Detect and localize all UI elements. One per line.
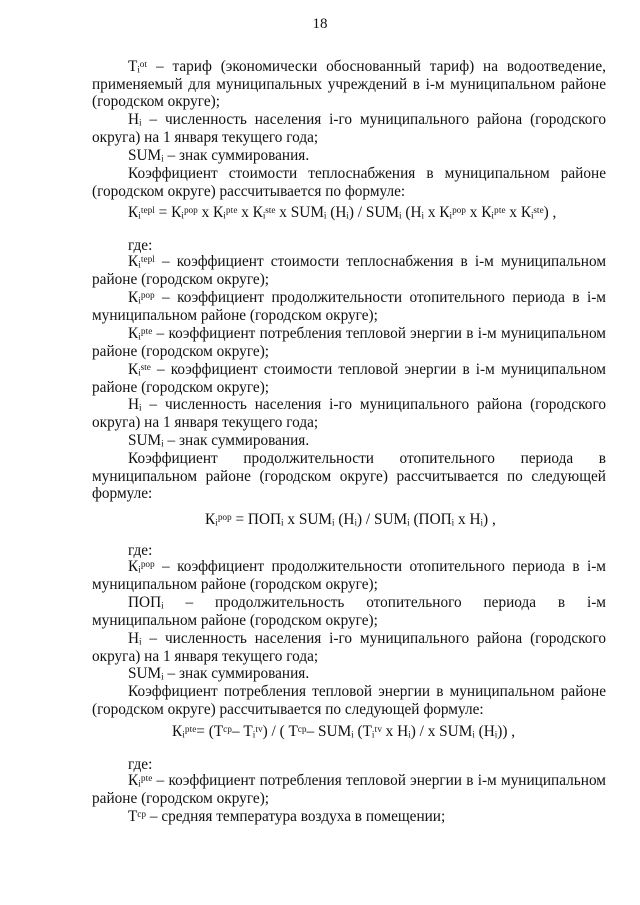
symbol: SUMᵢ: [128, 147, 164, 164]
definition-population: [92, 630, 606, 665]
definition-text: – знак суммирования.: [163, 665, 310, 682]
definition-k-pte: [92, 772, 606, 807]
where-text: где:: [128, 237, 153, 254]
symbol: Тᵢᵒᵗ: [128, 58, 148, 75]
symbol: Нᵢ: [128, 111, 142, 128]
definition-k-ste: [92, 361, 606, 396]
symbol: Нᵢ: [128, 630, 142, 647]
definition-t-sr: [92, 808, 606, 826]
definition-k-pop: [92, 289, 606, 324]
symbol: Нᵢ: [128, 396, 142, 413]
definition-population: [92, 111, 606, 146]
paragraph-text: Коэффициент стоимости теплоснабжения в муниципальном районе (городском округе) рассчитывается по формуле:: [92, 165, 606, 200]
definition-text: – коэффициент продолжительности отопительного периода в i-м муниципальном районе (городском округе);: [92, 289, 606, 324]
where-text: где:: [128, 756, 153, 773]
intro-heating-cost: [92, 165, 606, 200]
definition-text: – средняя температура воздуха в помещении;: [146, 808, 446, 825]
definition-text: – продолжительность отопительного периода в i-м муниципальном районе (городском округе);: [92, 594, 606, 629]
definition-k-pop: [92, 558, 606, 593]
where-text: где:: [128, 542, 153, 559]
definition-text: – численность населения i-го муниципального района (городского округа) на 1 января текущего года;: [92, 396, 606, 431]
definition-text: – знак суммирования.: [163, 147, 310, 164]
definition-text: – знак суммирования.: [163, 432, 310, 449]
symbol: Кᵢᵗᵉᵖˡ: [128, 253, 155, 270]
definition-sum: [92, 432, 606, 450]
definition-text: – коэффициент стоимости тепловой энергии в i-м муниципальном районе (городском округе);: [92, 361, 606, 396]
intro-heat-consumption: [92, 683, 606, 718]
paragraph-text: Коэффициент потребления тепловой энергии в муниципальном районе (городском округе) рассчитывается по следующей формуле:: [92, 683, 606, 718]
formula-heating-cost: Кᵢᵗᵉᵖˡ = Кᵢᵖᵒᵖ х Кᵢᵖᵗᵉ х Кᵢˢᵗᵉ х SUMᵢ (Нᵢ) / SUMᵢ (Нᵢ х Кᵢᵖᵒᵖ х Кᵢᵖᵗᵉ х Кᵢˢᵗᵉ) ,: [128, 204, 557, 221]
symbol: Кᵢᵖᵒᵖ: [128, 289, 155, 306]
symbol: ПОПᵢ: [128, 594, 164, 611]
definition-sum: [92, 665, 606, 683]
formula-heat-consumption: Кᵢᵖᵗᵉ= (Тᶜᵖ– Тᵢᵗᵛ) / ( Тᶜᵖ– SUMᵢ (Тᵢᵗᵛ х Нᵢ) / х SUMᵢ (Нᵢ)) ,: [172, 723, 516, 740]
definition-text: – коэффициент потребления тепловой энергии в i-м муниципальном районе (городском округе);: [92, 772, 606, 807]
symbol: Кᵢᵖᵗᵉ: [128, 772, 153, 789]
symbol: Тᶜᵖ: [128, 808, 147, 825]
symbol: Кᵢᵖᵗᵉ: [128, 325, 153, 342]
page-number: 18: [312, 16, 328, 32]
symbol: Кᵢˢᵗᵉ: [128, 361, 151, 378]
symbol: Кᵢᵖᵒᵖ: [128, 558, 155, 575]
definition-text: – коэффициент продолжительности отопительного периода в i-м муниципальном районе (городском округе);: [92, 558, 606, 593]
symbol: SUMᵢ: [128, 665, 164, 682]
definition-sum: [92, 147, 606, 165]
definition-tariff: [92, 58, 606, 111]
definition-text: – коэффициент стоимости теплоснабжения в i-м муниципальном районе (городском округе);: [92, 253, 606, 288]
definition-pop: [92, 594, 606, 629]
symbol: SUMᵢ: [128, 432, 164, 449]
definition-k-tepl: [92, 253, 606, 288]
definition-k-pte: [92, 325, 606, 360]
intro-heating-period: [92, 450, 606, 503]
definition-text: – тариф (экономически обоснованный тариф) на водоотведение, применяемый для муниципальных учреждений в i-м муниципальном районе (городском округе);: [92, 58, 606, 111]
definition-text: – коэффициент потребления тепловой энергии в i-м муниципальном районе (городском округе);: [92, 325, 606, 360]
formula-heating-period: Кᵢᵖᵒᵖ = ПОПᵢ х SUMᵢ (Нᵢ) / SUMᵢ (ПОПᵢ х Нᵢ) ,: [205, 511, 496, 528]
definition-text: – численность населения i-го муниципального района (городского округа) на 1 января текущего года;: [92, 111, 606, 146]
definition-population: [92, 396, 606, 431]
paragraph-text: Коэффициент продолжительности отопительного периода в муниципальном районе (городском округе) рассчитывается по следующей формуле:: [92, 450, 606, 503]
definition-text: – численность населения i-го муниципального района (городского округа) на 1 января текущего года;: [92, 630, 606, 665]
